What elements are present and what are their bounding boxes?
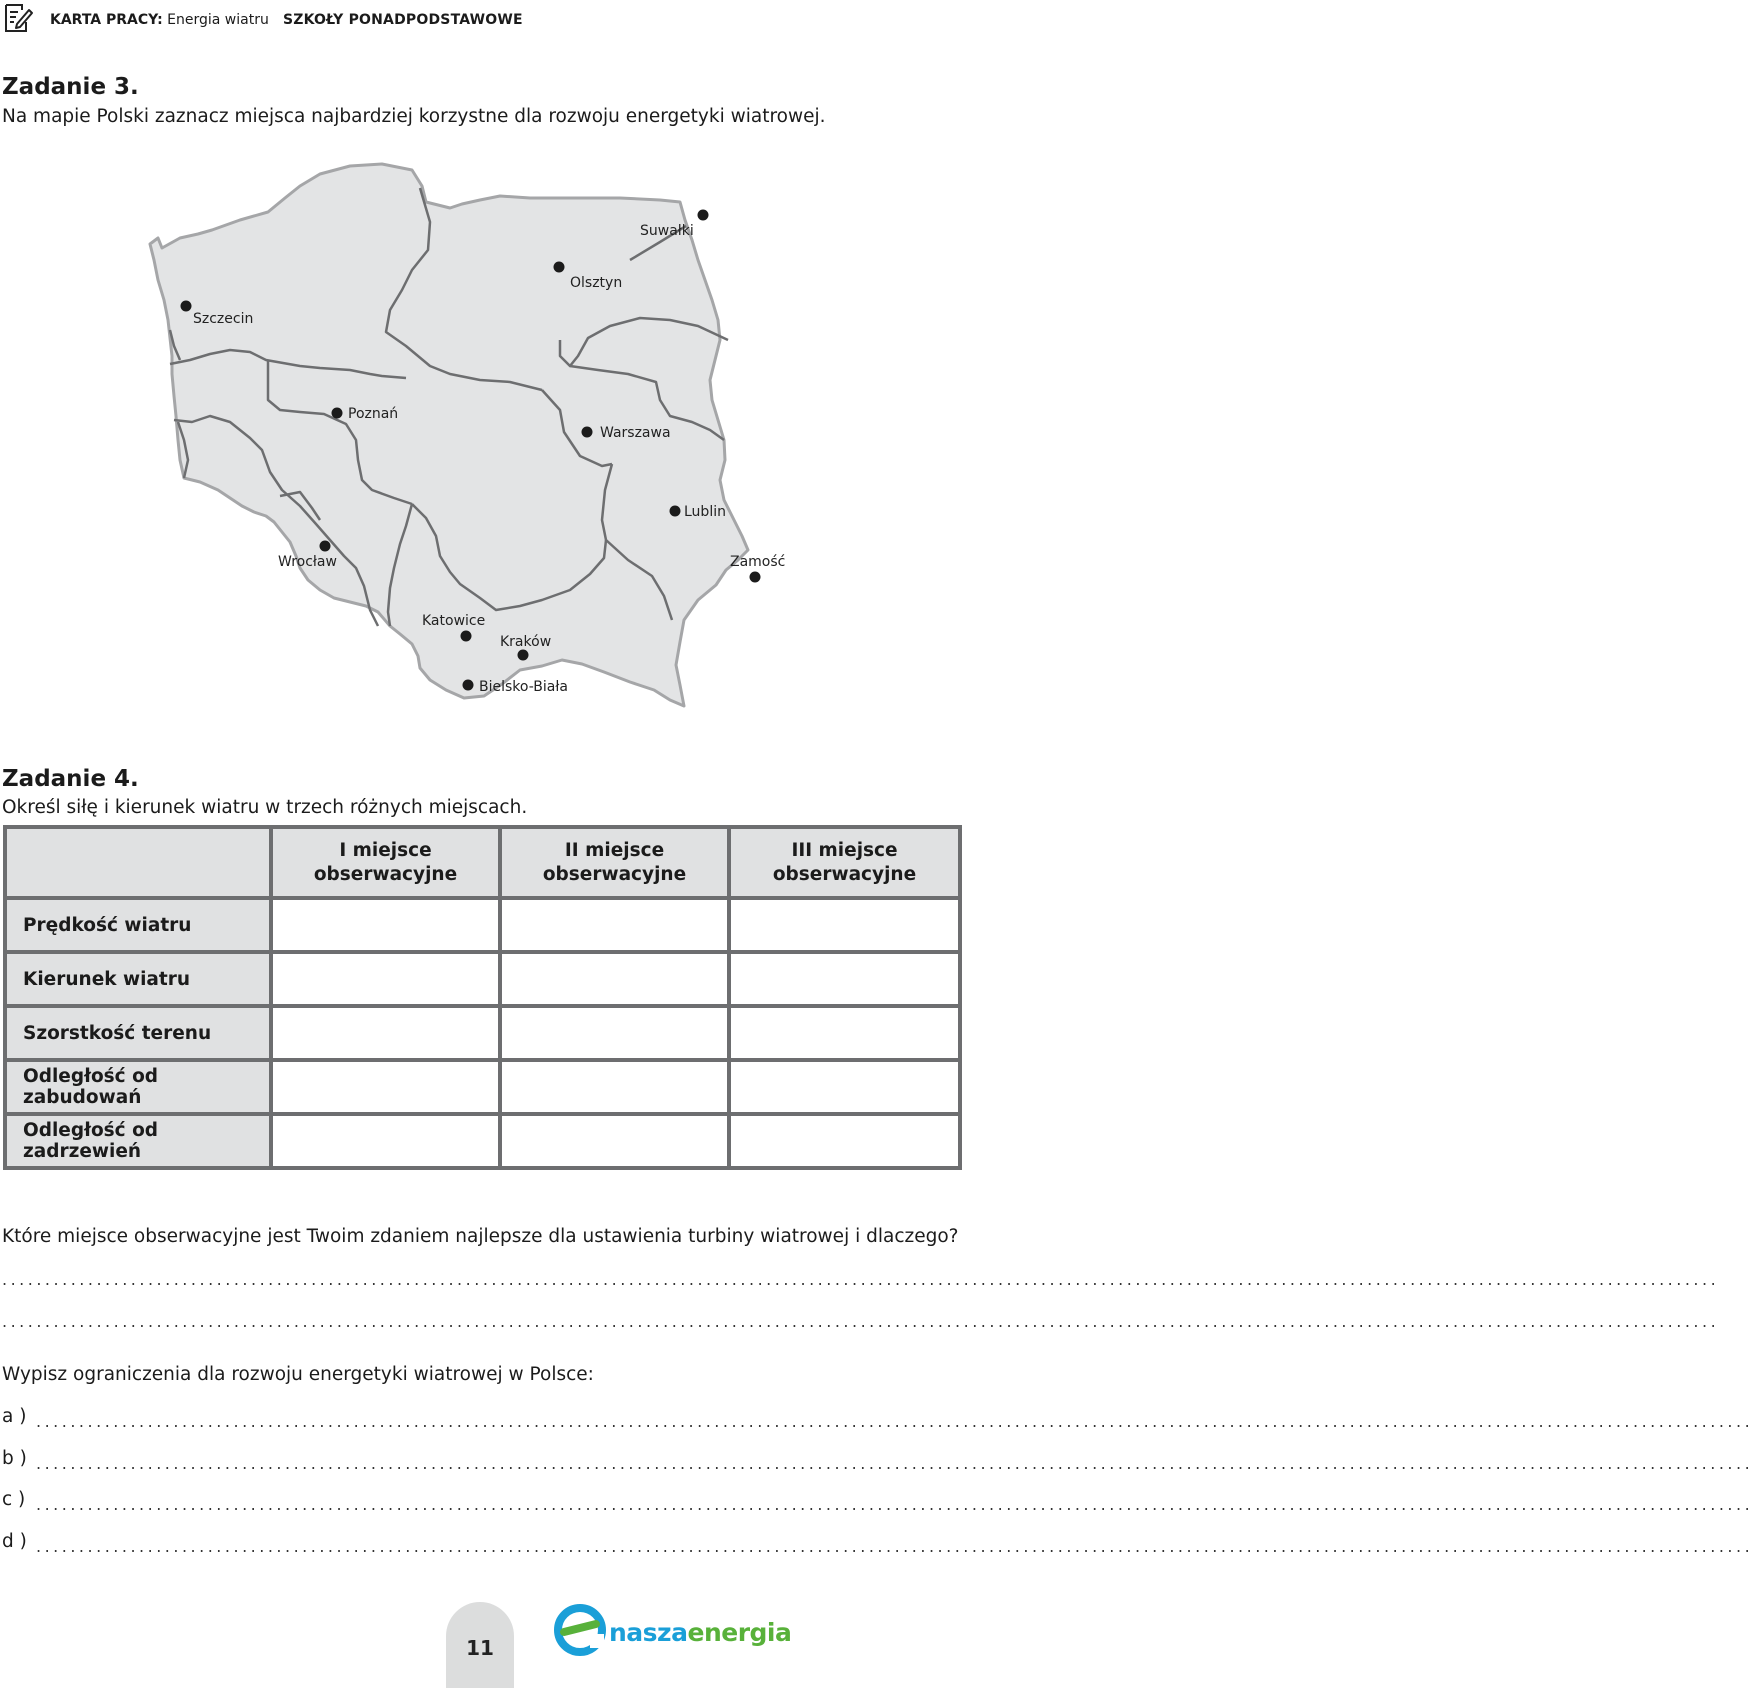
city-label-szczecin: Szczecin <box>193 311 254 327</box>
city-dot-zamosc <box>750 572 761 583</box>
answer-label: c ) <box>2 1489 26 1510</box>
logo-e-icon <box>554 1604 606 1656</box>
city-label-olsztyn: Olsztyn <box>570 275 623 291</box>
answer-label: b ) <box>2 1448 27 1469</box>
answer-label: a ) <box>2 1406 27 1427</box>
table-header-row <box>5 827 960 898</box>
answer-cell[interactable] <box>500 1060 729 1114</box>
city-label-bielsko: Bielsko-Biała <box>479 679 568 695</box>
poland-map[interactable] <box>150 160 810 760</box>
city-dot-szczecin <box>181 301 192 312</box>
city-dot-poznan <box>332 408 343 419</box>
worksheet-title: KARTA PRACY: Energia wiatru <box>50 12 269 28</box>
observation-table <box>3 825 962 1170</box>
city-dot-krakow <box>518 650 529 661</box>
table-row <box>5 952 960 1006</box>
table-row <box>5 1006 960 1060</box>
answer-line[interactable]: ........................................................................................................................................................................................................ <box>2 1312 1720 1331</box>
row-label: Kierunek wiatru <box>5 952 271 1006</box>
table-row <box>5 1060 960 1114</box>
city-label-warszawa: Warszawa <box>600 425 671 441</box>
city-dot-katowice <box>461 631 472 642</box>
answer-cell[interactable] <box>729 952 960 1006</box>
row-label: Odległość od zadrzewień <box>5 1114 271 1168</box>
answer-cell[interactable] <box>729 1060 960 1114</box>
city-label-wroclaw: Wrocław <box>278 554 337 570</box>
answer-cell[interactable] <box>271 1060 500 1114</box>
table-row <box>5 1114 960 1168</box>
city-dot-suwalki <box>698 210 709 221</box>
logo-wordmark: naszaenergia <box>609 1618 792 1647</box>
city-label-lublin: Lublin <box>684 504 726 520</box>
answer-cell[interactable] <box>729 1114 960 1168</box>
task3-instruction: Na mapie Polski zaznacz miejsca najbardziej korzystne dla rozwoju energetyki wiatrowej. <box>2 106 826 127</box>
answer-cell[interactable] <box>271 1006 500 1060</box>
column-header: II miejsce obserwacyjne <box>500 827 729 898</box>
city-dot-bielsko <box>463 680 474 691</box>
answer-cell[interactable] <box>271 952 500 1006</box>
table-row <box>5 898 960 952</box>
task4-title: Zadanie 4. <box>2 766 139 792</box>
worksheet-pencil-icon <box>2 2 34 34</box>
answer-line[interactable]: ........................................................................................................................................................................................................ <box>36 1537 1753 1556</box>
city-dot-warszawa <box>582 427 593 438</box>
answer-line[interactable]: ........................................................................................................................................................................................................ <box>2 1270 1720 1289</box>
answer-cell[interactable] <box>500 898 729 952</box>
answer-cell[interactable] <box>500 952 729 1006</box>
question-text: Które miejsce obserwacyjne jest Twoim zdaniem najlepsze dla ustawienia turbiny wiatrowej i dlaczego? <box>2 1226 959 1247</box>
school-level: SZKOŁY PONADPODSTAWOWE <box>283 12 523 28</box>
answer-line[interactable]: ........................................................................................................................................................................................................ <box>36 1412 1753 1431</box>
answer-cell[interactable] <box>500 1114 729 1168</box>
page-number: 11 <box>466 1636 494 1660</box>
city-dot-lublin <box>670 506 681 517</box>
page-number-tab <box>446 1602 514 1688</box>
city-label-zamosc: Zamość <box>730 554 786 570</box>
city-label-suwalki: Suwałki <box>640 223 694 239</box>
answer-cell[interactable] <box>729 1006 960 1060</box>
task4-instruction: Określ siłę i kierunek wiatru w trzech różnych miejscach. <box>2 797 528 818</box>
naszaenergia-logo <box>554 1604 792 1660</box>
row-label: Prędkość wiatru <box>5 898 271 952</box>
city-dot-wroclaw <box>320 541 331 552</box>
answer-cell[interactable] <box>500 1006 729 1060</box>
page-header <box>0 0 960 40</box>
city-label-krakow: Kraków <box>500 634 552 650</box>
column-header: I miejsce obserwacyjne <box>271 827 500 898</box>
row-label: Szorstkość terenu <box>5 1006 271 1060</box>
answer-line[interactable]: ........................................................................................................................................................................................................ <box>36 1495 1753 1514</box>
answer-label: d ) <box>2 1531 27 1552</box>
answer-cell[interactable] <box>729 898 960 952</box>
column-header: III miejsce obserwacyjne <box>729 827 960 898</box>
task3-title: Zadanie 3. <box>2 74 139 100</box>
answer-line[interactable]: ........................................................................................................................................................................................................ <box>36 1454 1753 1473</box>
answer-cell[interactable] <box>271 898 500 952</box>
city-dot-olsztyn <box>554 262 565 273</box>
answer-cell[interactable] <box>271 1114 500 1168</box>
table-corner-cell <box>5 827 271 898</box>
limits-prompt: Wypisz ograniczenia dla rozwoju energetyki wiatrowej w Polsce: <box>2 1364 594 1385</box>
city-label-katowice: Katowice <box>422 613 486 629</box>
row-label: Odległość od zabudowań <box>5 1060 271 1114</box>
city-label-poznan: Poznań <box>348 406 399 422</box>
